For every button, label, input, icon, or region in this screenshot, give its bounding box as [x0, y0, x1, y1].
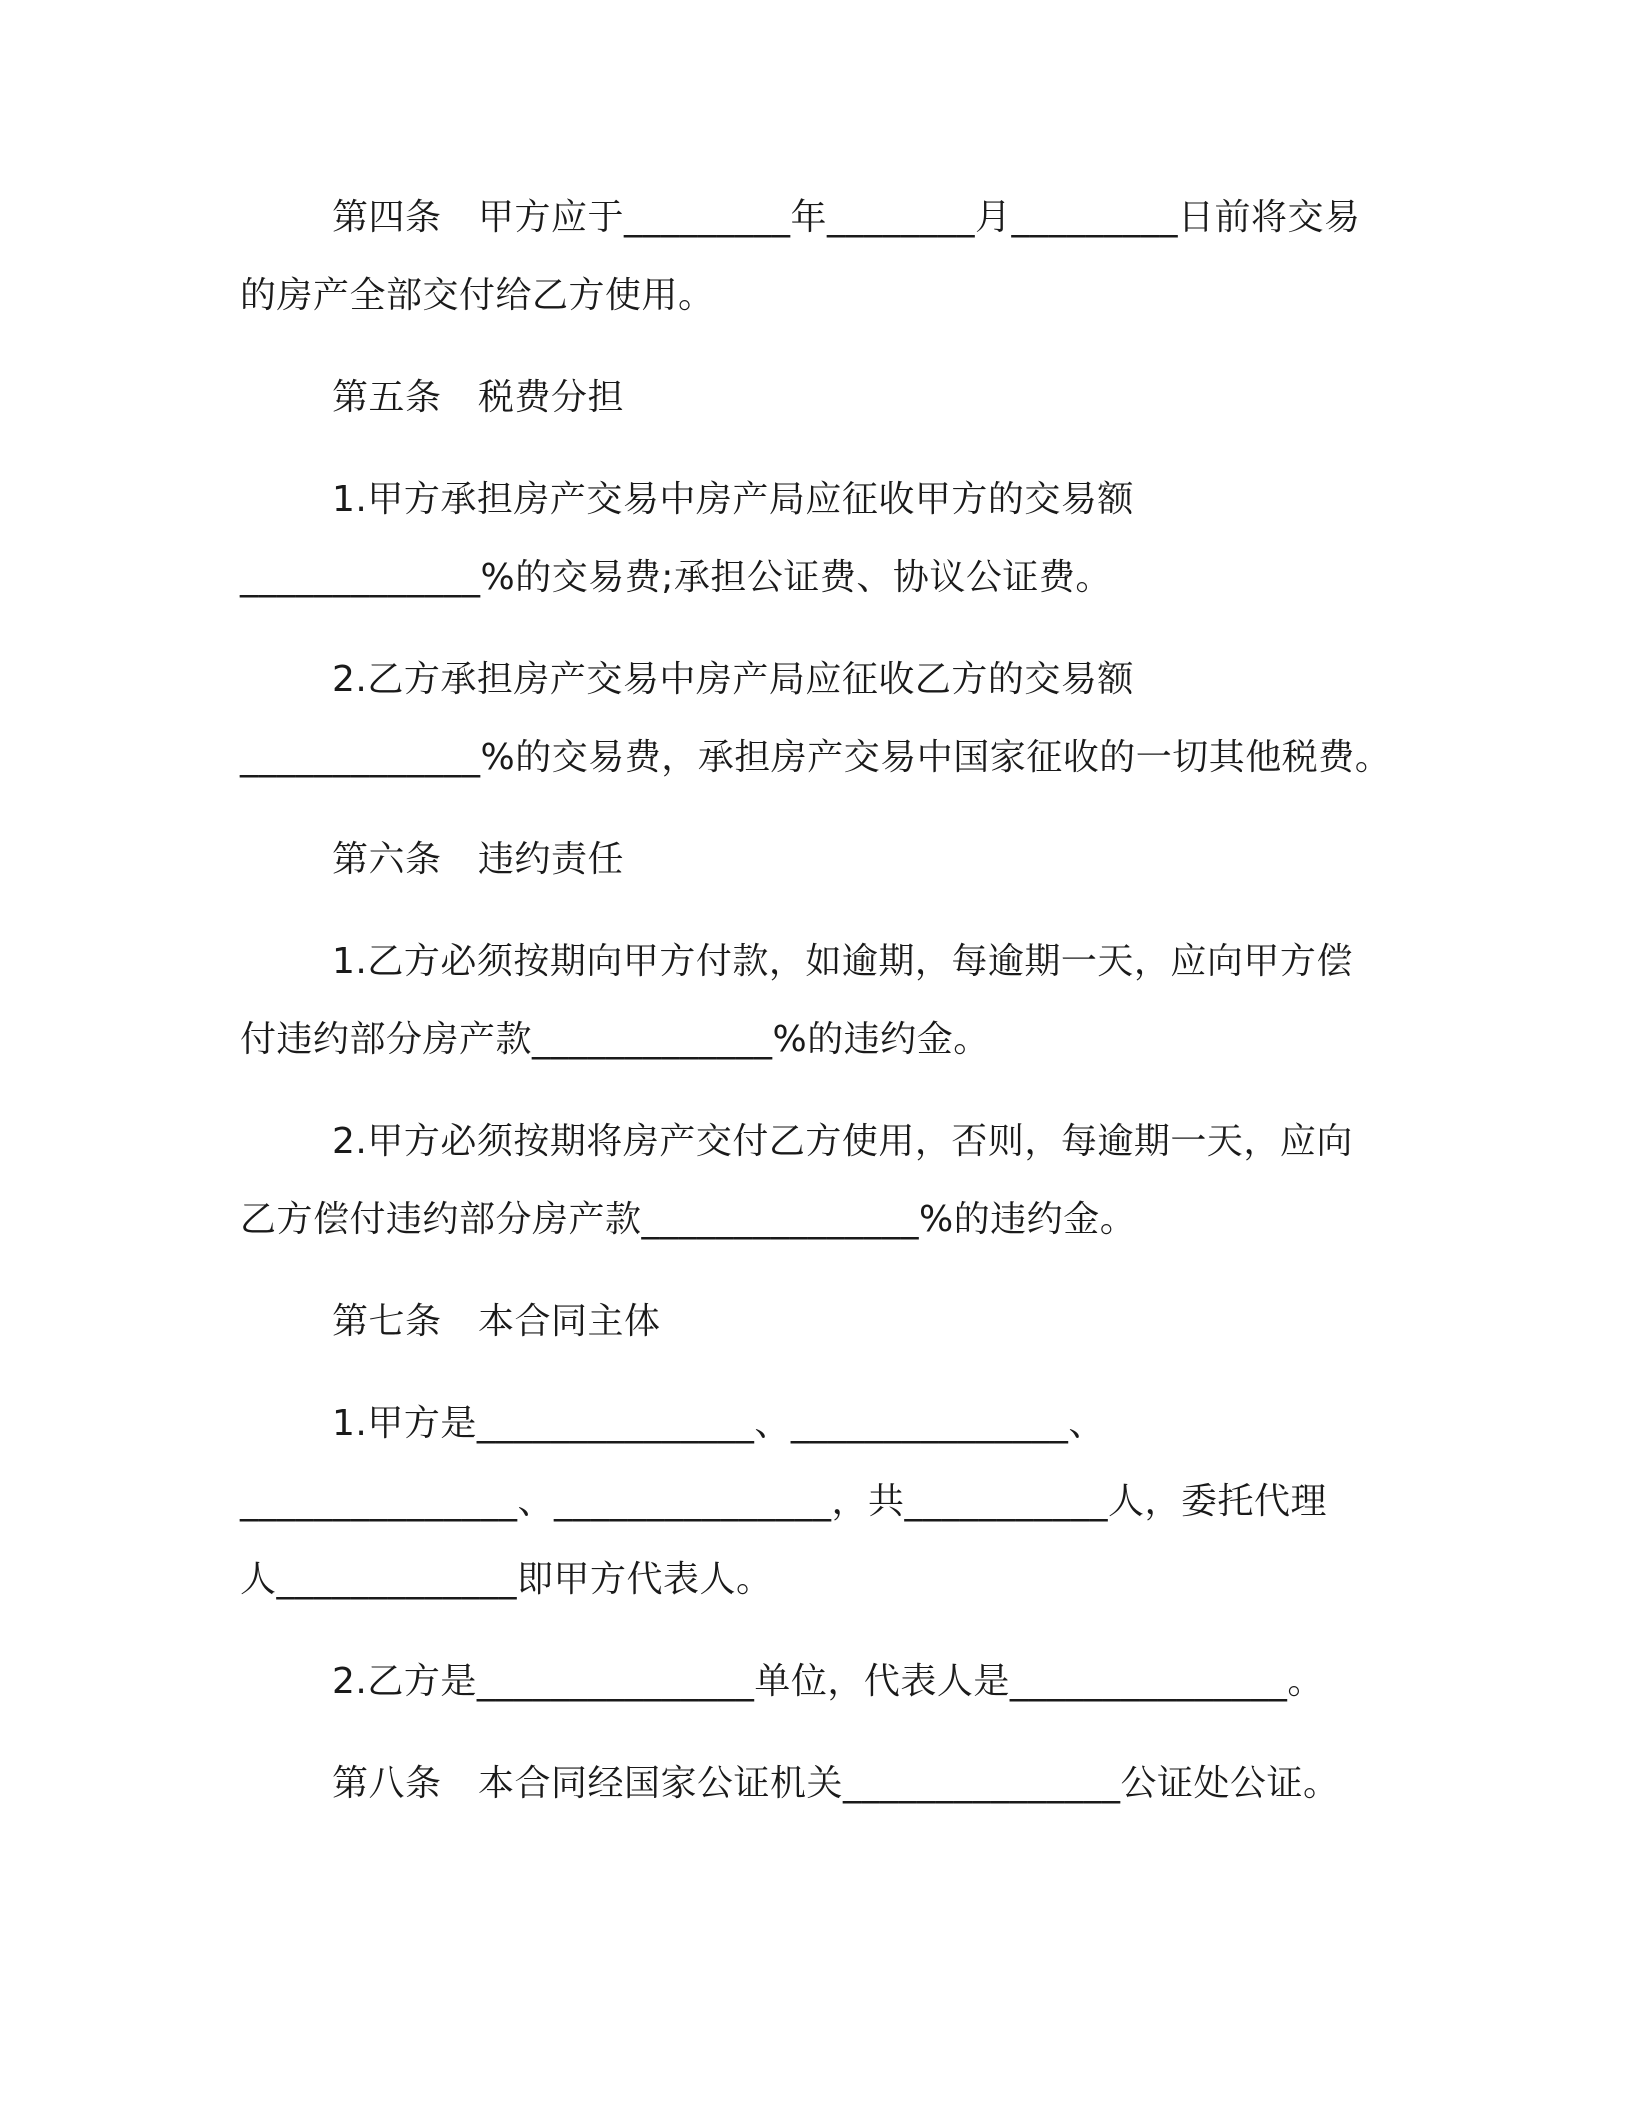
article-7-item-1-line-2: _______________、_______________，共___________人，委托代理 — [240, 1481, 1328, 1522]
article-7-item-1-line-3: 人_____________即甲方代表人。 — [240, 1559, 773, 1600]
article-6-item-1-line-1: 1.乙方必须按期向甲方付款，如逾期，每逾期一天，应向甲方偿 — [332, 941, 1353, 982]
article-7-item-2: 2.乙方是_______________单位，代表人是_______________。 — [332, 1661, 1324, 1702]
article-6-item-2-line-1: 2.甲方必须按期将房产交付乙方使用，否则，每逾期一天，应向 — [332, 1121, 1353, 1162]
article-6-heading: 第六条 违约责任 — [332, 839, 625, 880]
article-6-item-1-line-2: 付违约部分房产款_____________%的违约金。 — [240, 1019, 990, 1060]
article-5-item-2-line-2: _____________%的交易费，承担房产交易中国家征收的一切其他税费。 — [240, 737, 1392, 778]
article-4-line-1: 第四条 甲方应于_________年________月_________日前将交易 — [332, 197, 1361, 238]
article-4-line-2: 的房产全部交付给乙方使用。 — [240, 275, 715, 316]
article-7-heading: 第七条 本合同主体 — [332, 1301, 661, 1342]
article-5-heading: 第五条 税费分担 — [332, 377, 625, 418]
article-6-item-2-line-2: 乙方偿付违约部分房产款_______________%的违约金。 — [240, 1199, 1137, 1240]
article-5-item-2-line-1: 2.乙方承担房产交易中房产局应征收乙方的交易额 — [332, 659, 1134, 700]
article-5-item-1-line-1: 1.甲方承担房产交易中房产局应征收甲方的交易额 — [332, 479, 1134, 520]
article-5-item-1-line-2: _____________%的交易费;承担公证费、协议公证费。 — [240, 557, 1112, 598]
article-8-line: 第八条 本合同经国家公证机关_______________公证处公证。 — [332, 1763, 1340, 1804]
article-7-item-1-line-1: 1.甲方是_______________、_______________、 — [332, 1403, 1105, 1444]
